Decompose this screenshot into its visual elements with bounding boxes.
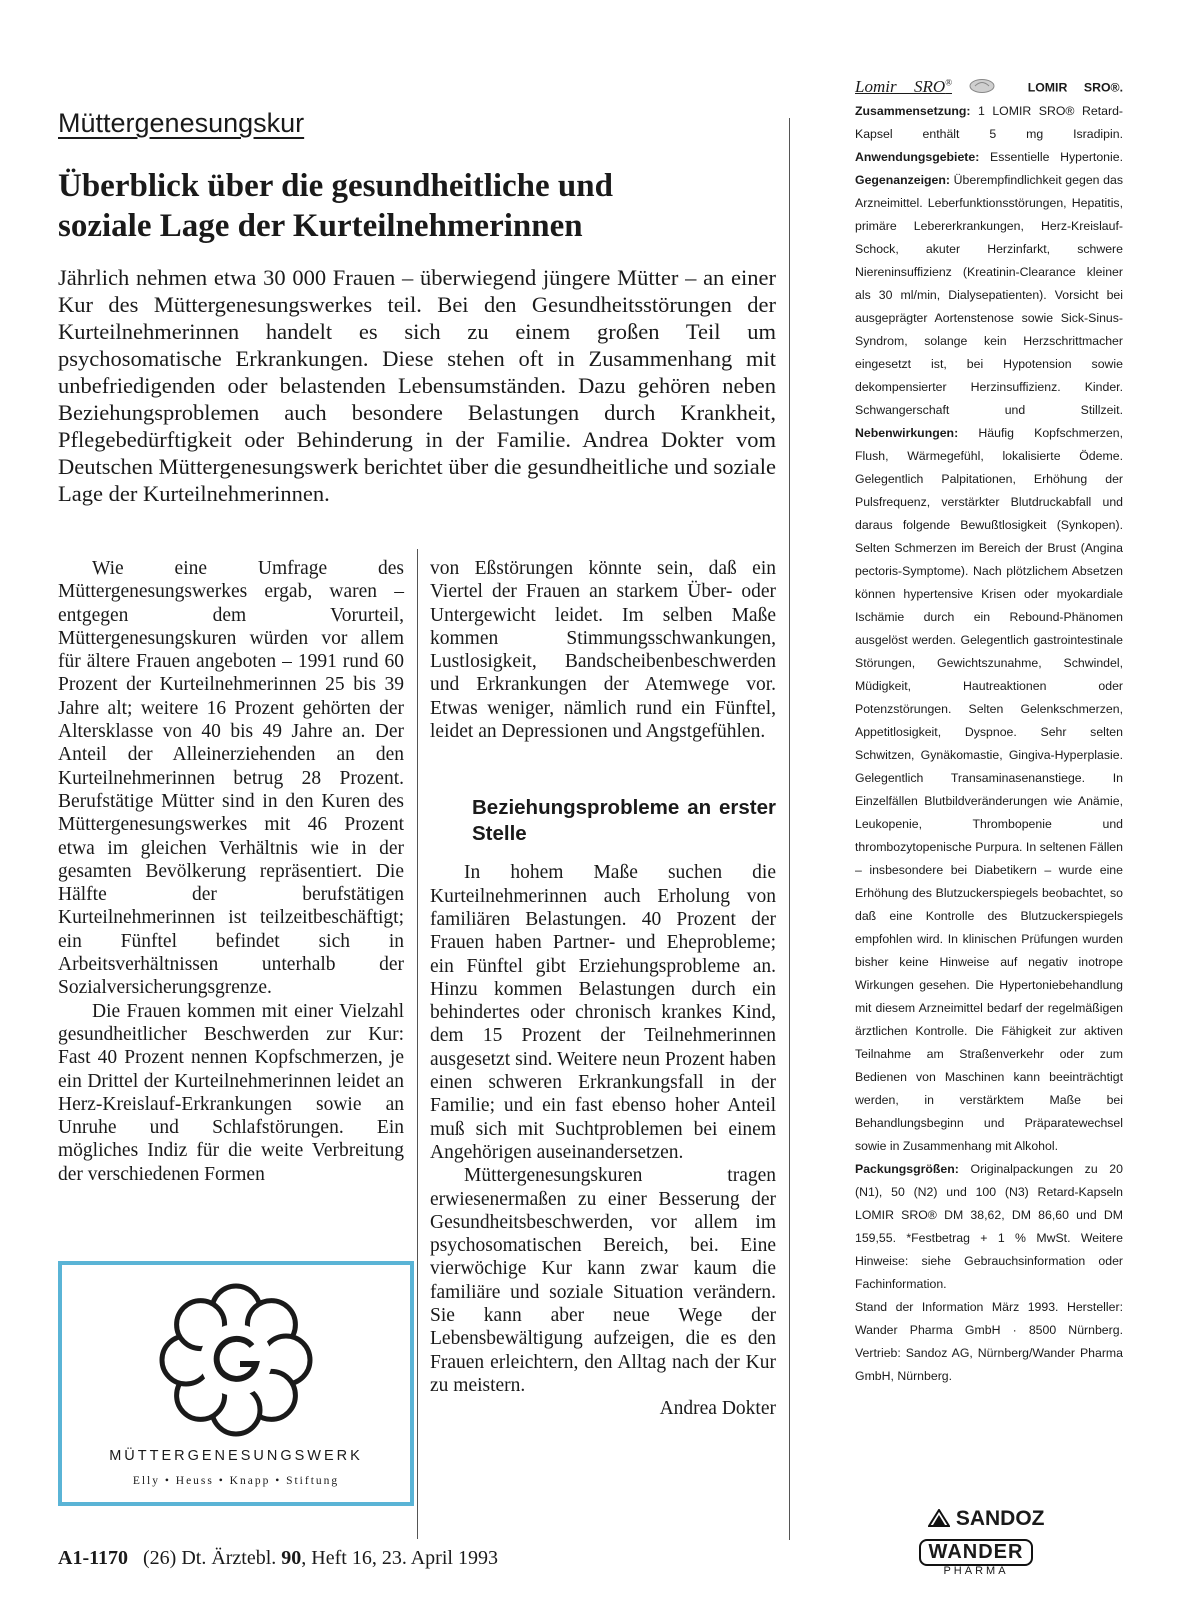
lomir-brand-logo xyxy=(855,77,952,96)
citation-prefix: (26) Dt. Ärztebl. xyxy=(143,1547,277,1569)
article-column-2 xyxy=(430,557,776,1421)
logo-title: MÜTTERGENESUNGSWERK xyxy=(109,1448,363,1464)
article-lead: Jährlich nehmen etwa 30 000 Frauen – überwiegend jüngere Mütter – an einer Kur des Müttergenesungswerkes teil. Bei den Gesundheitsstörungen der Kurteilnehmerinnen handelt es sich zu einem großen Teil um psychosomatische Erkrankungen. Diese stehen oft in Zusammenhang mit unbefriedigenden oder belastenden Lebensumständen. Dazu gehören neben Beziehungsproblemen auch besondere Belastungen durch Krankheit, Pflegebedürftigkeit oder Behinderung in der Familie. Andrea Dokter vom Deutschen Müttergenesungswerk berichtet über die gesundheitliche und soziale Lage der Kurteilnehmerinnen. xyxy=(58,265,776,506)
citation-suffix: , Heft 16, 23. April 1993 xyxy=(301,1547,498,1569)
ad-composition: 1 LOMIR SRO® Retard-Kapsel enthält 5 mg Isradipin. xyxy=(855,103,1124,141)
wander-label: WANDER xyxy=(919,1539,1034,1566)
ad-manufacturer-info: Stand der Information März 1993. Hersteller: Wander Pharma GmbH · 8500 Nürnberg. Vertrieb: Sandoz AG, Nürnberg/Wander Pharma GmbH, Nürnberg. xyxy=(855,1299,1123,1383)
ad-indications: Essentielle Hypertonie. xyxy=(990,149,1123,164)
sandoz-triangle-icon xyxy=(928,1509,950,1527)
ad-label-composition: Zusammensetzung: xyxy=(855,103,971,118)
column-1-paragraph-2: Die Frauen kommen mit einer Vielzahl gesundheitlicher Beschwerden zur Kur: Fast 40 Prozent nennen Kopfschmerzen, je ein Drittel der Kurteilnehmerinnen leidet an Herz-Kreislauf-Erkrankungen sowie an Unruhe und Schlafstörungen. Ein mögliches Indiz für die weite Verbreitung der verschiedenen Formen xyxy=(58,1000,404,1185)
pharma-label: PHARMA xyxy=(943,1565,1009,1577)
sandoz-brand xyxy=(928,1507,1045,1531)
column-2-paragraph-2: In hohem Maße suchen die Kurteilnehmerinnen auch Erholung von familiären Belastungen. 40 Prozent der Frauen haben Partner- und Eheprobleme; ein Fünftel gibt Erziehungsprobleme an. Hinzu kommen Belastungen durch ein behindertes oder chronisch krankes Kind, dem 15 Prozent der Teilnehmerinnen ausgesetzt sind. Weitere neun Prozent haben einen schweren Erkrankungsfall in der Familie; und ein fast ebenso hoher Anteil muß sich mit Suchtproblemen bei einem Angehörigen auseinandersetzen. xyxy=(430,862,776,1163)
brand-logo-text: Lomir SRO xyxy=(855,76,946,96)
column-1-paragraph-1: Wie eine Umfrage des Müttergenesungswerkes ergab, waren – entgegen dem Vorurteil, Müttergenesungskuren würden vor allem für ältere Frauen angeboten – 1991 rund 60 Prozent der Kurteilnehmerinnen 25 bis 39 Jahre alt; weitere 16 Prozent gehörten der Altersklasse von 40 bis 49 Jahre an. Der Anteil der Alleinerziehenden an den Kurteilnehmerinnen betrug 28 Prozent. Berufstätige Mütter sind in den Kuren des Müttergenesungswerkes mit 46 Prozent etwa im gleichen Verhältnis wie in der gesamten Bevölkerung repräsentiert. Die Hälfte der berufstätigen Kurteilnehmerinnen ist teilzeitbeschäftigt; ein Fünftel befindet sich in Arbeitsverhältnissen unterhalb der Sozialversicherungsgrenze. xyxy=(58,558,404,999)
section-kicker: Müttergenesungskur xyxy=(58,108,305,138)
sandoz-label: SANDOZ xyxy=(955,1507,1045,1530)
ad-label-side-effects: Nebenwirkungen: xyxy=(855,425,959,440)
muettergenesungswerk-logo xyxy=(58,1261,414,1506)
column-2-paragraph-3-text: Müttergenesungskuren tragen erwiesenermaßen zu einer Besserung der Gesundheitsbeschwerden, vor allem im psychosomatischen Bereich, bei. Eine vierwöchige Kur kann zwar kaum die familiäre und soziale Situation verändern. Sie kann aber neue Wege der Lebensbewältigung aufzeigen, die es den Frauen erleichtern, den Alltag nach der Kur zu meistern. xyxy=(430,1165,776,1396)
wander-pharma-brand xyxy=(916,1539,1036,1577)
column-divider-2 xyxy=(789,118,790,1540)
ad-side-effects: Häufig Kopfschmerzen, Flush, Wärmegefühl, lokalisierte Ödeme. Gelegentlich Palpitationen, Erhöhung der Pulsfrequenz, verstärkter Blutdruckabfall und daraus folgende Bewußtlosigkeit (Synkopen). Selten Schmerzen im Bereich der Brust (Angina pectoris-Symptome). Nach plötzlichem Absetzen können hypertensive Krisen oder myokardiale Ischämie durch ein Rebound-Phänomen ausgelöst werden. Gelegentlich gastrointestinale Störungen, Gewichtszunahme, Schwindel, Müdigkeit, Hautreaktionen oder Potenzstörungen. Selten Gelenkschmerzen, Appetitlosigkeit, Dyspnoe. Sehr selten Schwitzen, Gynäkomastie, Gingiva-Hyperplasie. Gelegentlich Transaminasenanstiege. In Einzelfällen Blutbildveränderungen wie Anämie, Leukopenie, Thrombopenie und thrombozytopenische Purpura. In seltenen Fällen – insbesondere bei Diabetikern – wurde eine Erhöhung des Blutzuckerspiegels beobachtet, so daß eine Kontrolle des Blutzuckerspiegels empfohlen wird. In klinischen Prüfungen wurden bisher keine Hinweise auf negativ inotrope Wirkungen gesehen. Die Hypertoniebehandlung mit diesem Arzneimittel bedarf der regelmäßigen ärztlichen Kontrolle. Die Fähigkeit zur aktiven Teilnahme am Straßenverkehr oder zum Bedienen von Maschinen kann beeinträchtigt werden, in verstärktem Maße bei Behandlungsbeginn und Präparatewechsel sowie in Zusammenhang mit Alkohol. xyxy=(855,425,1123,1153)
logo-subtitle: Elly • Heuss • Knapp • Stiftung xyxy=(132,1475,340,1487)
page-id: A1-1170 xyxy=(58,1547,128,1569)
ad-label-indications: Anwendungsgebiete: xyxy=(855,149,980,164)
page-footer xyxy=(58,1547,498,1570)
article-headline xyxy=(58,166,758,246)
headline-line-1: Überblick über die gesundheitliche und xyxy=(58,168,613,204)
ad-contraindications: Überempfindlichkeit gegen das Arzneimittel. Leberfunktionsstörungen, Hepatitis, primäre Lebererkrankungen, Herz-Kreislauf-Schock, akuter Herzinfarkt, schwere Niereninsuffizienz (Kreatinin-Clearance kleiner als 30 ml/min, Dialysepatienten). Vorsicht bei ausgeprägter Aortenstenose sowie Sick-Sinus-Syndrom, solange kein Herzschrittmacher eingesetzt ist, bei Hypotension sowie dekompensierter Herzinsuffizienz. Kinder. Schwangerschaft und Stillzeit. xyxy=(855,172,1123,417)
brand-logo-mark: ® xyxy=(945,77,952,87)
article-subheading: Beziehungsprobleme an erster Stelle xyxy=(472,796,776,846)
column-2-paragraph-1: von Eßstörungen könnte sein, daß ein Viertel der Frauen an starkem Über- oder Untergewicht leidet. Im selben Maße kommen Stimmungsschwankungen, Lustlosigkeit, Bandscheibenbeschwerden und Erkrankungen der Atemwege vor. Etwas weniger, nämlich rund ein Fünftel, leidet an Depressionen und Angstgefühlen. xyxy=(430,558,776,743)
ad-product-name: LOMIR SRO®. xyxy=(1027,80,1124,95)
citation-volume: 90 xyxy=(281,1547,302,1569)
drug-advertisement xyxy=(855,71,1123,1388)
headline-line-2: soziale Lage der Kurteilnehmerinnen xyxy=(58,208,583,244)
ad-label-contraindications: Gegenanzeigen: xyxy=(855,172,950,187)
capsule-icon xyxy=(969,78,995,94)
ad-package-sizes: Originalpackungen zu 20 (N1), 50 (N2) und 100 (N3) Retard-Kapseln LOMIR SRO® DM 38,62, DM 86,60 und DM 159,55. *Festbetrag + 1 % MwSt. Weitere Hinweise: siehe Gebrauchsinformation oder Fachinformation. xyxy=(855,1161,1123,1291)
article-column-1 xyxy=(58,557,404,1186)
author-signature: Andrea Dokter xyxy=(659,1398,776,1420)
column-divider-1 xyxy=(417,549,418,1539)
ad-label-package-sizes: Packungsgrößen: xyxy=(855,1161,959,1176)
flower-emblem-icon xyxy=(62,1265,410,1445)
column-2-paragraph-3 xyxy=(430,1164,776,1420)
